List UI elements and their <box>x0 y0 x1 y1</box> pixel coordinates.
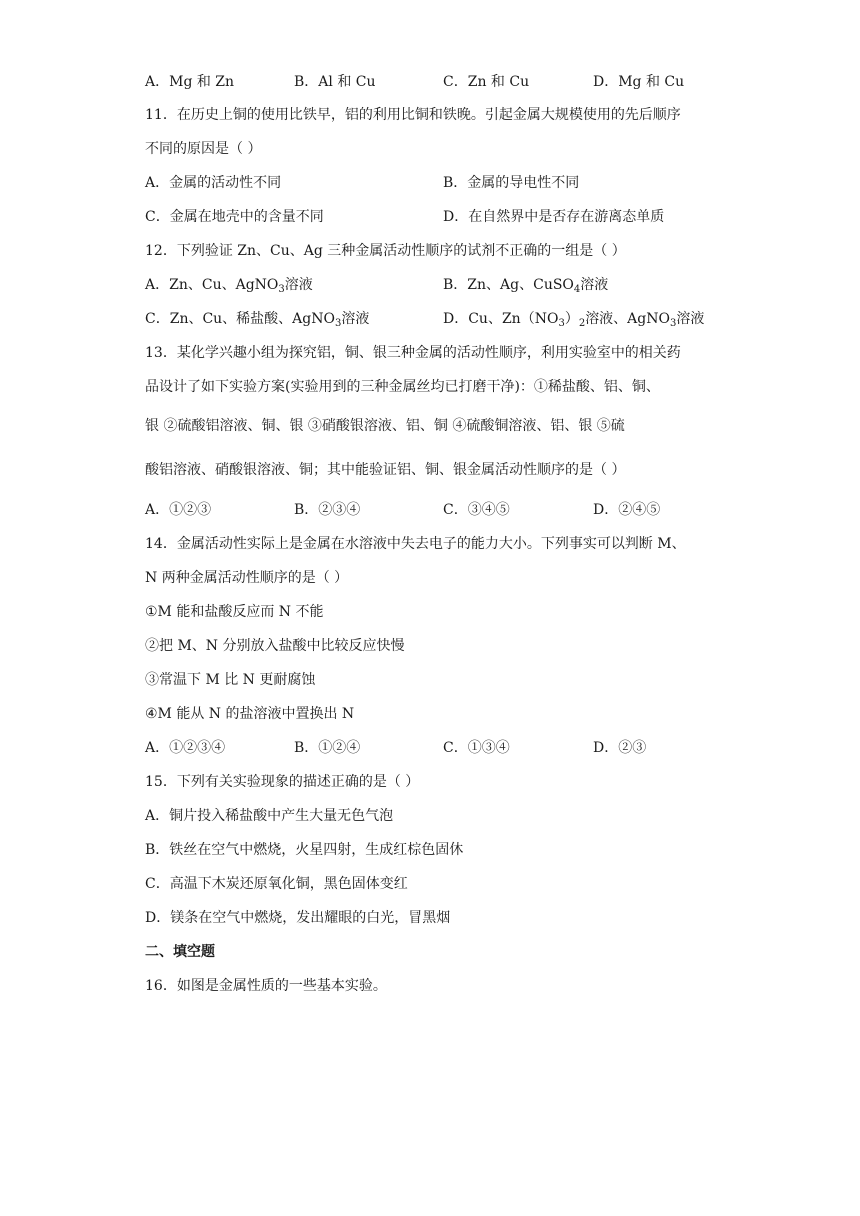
q11-option-b: B．金属的导电性不同 <box>443 175 580 191</box>
q12-stem: 12．下列验证 Zn、Cu、Ag 三种金属活动性顺序的试剂不正确的一组是（ ） <box>145 243 626 259</box>
q14-stem-line2: N 两种金属活动性顺序的是（ ） <box>145 570 349 586</box>
q14-statement-3: ③常温下 M 比 N 更耐腐蚀 <box>145 672 316 688</box>
q15-option-b: B．铁丝在空气中燃烧，火星四射，生成红棕色固休 <box>145 842 464 858</box>
q11-option-c: C．金属在地壳中的含量不同 <box>145 209 324 225</box>
q11-stem-line1: 11．在历史上铜的使用比铁早，铝的利用比铜和铁晚。引起金属大规模使用的先后顺序 <box>145 107 681 123</box>
q11-stem-line2: 不同的原因是（ ） <box>145 141 262 157</box>
q12-option-c: C．Zn、Cu、稀盐酸、AgNO$_3$溶液 <box>145 311 370 329</box>
q13-option-b: B．②③④ <box>294 502 361 518</box>
q10-option-b: B．Al 和 Cu <box>294 74 376 90</box>
q15-option-d: D．镁条在空气中燃烧，发出耀眼的白光，冒黑烟 <box>145 910 451 926</box>
q13-stem-line3: 银 ②硫酸铝溶液、铜、银 ③硝酸银溶液、铝、铜 ④硫酸铜溶液、铝、银 ⑤硫 <box>145 418 625 434</box>
q13-option-a: A．①②③ <box>145 502 212 518</box>
q16-stem: 16．如图是金属性质的一些基本实验。 <box>145 978 387 994</box>
q15-option-c: C．高温下木炭还原氧化铜，黑色固体变红 <box>145 876 408 892</box>
q15-option-a: A．铜片投入稀盐酸中产生大量无色气泡 <box>145 808 394 824</box>
q11-option-d: D．在自然界中是否存在游离态单质 <box>443 209 665 225</box>
q13-stem-line4: 酸铝溶液、硝酸银溶液、铜；其中能验证铝、铜、银金属活动性顺序的是（ ） <box>145 462 626 478</box>
q13-option-d: D．②④⑤ <box>593 502 661 518</box>
q13-stem-line1: 13．某化学兴趣小组为探究铝，铜、银三种金属的活动性顺序，利用实验室中的相关药 <box>145 345 681 361</box>
q10-option-a: A．Mg 和 Zn <box>145 74 235 90</box>
q10-option-c: C．Zn 和 Cu <box>443 74 530 90</box>
q14-option-b: B．①②④ <box>294 740 361 756</box>
q14-statement-4: ④M 能从 N 的盐溶液中置换出 N <box>145 706 355 722</box>
q11-option-a: A．金属的活动性不同 <box>145 175 282 191</box>
q13-option-c: C．③④⑤ <box>443 502 510 518</box>
section-heading: 二、填空题 <box>145 944 215 960</box>
q14-option-c: C．①③④ <box>443 740 510 756</box>
q15-stem: 15．下列有关实验现象的描述正确的是（ ） <box>145 774 420 790</box>
q14-statement-2: ②把 M、N 分别放入盐酸中比较反应快慢 <box>145 638 405 654</box>
q14-statement-1: ①M 能和盐酸反应而 N 不能 <box>145 604 324 620</box>
q12-option-d: D．Cu、$Zn(NO_3)_2$溶液、AgNO$_3$溶液 <box>443 311 705 329</box>
q10-option-d: D．Mg 和 Cu <box>593 74 685 90</box>
q12-option-a: A．Zn、Cu、AgNO$_3$溶液 <box>145 277 313 295</box>
q14-option-d: D．②③ <box>593 740 647 756</box>
q14-option-a: A．①②③④ <box>145 740 226 756</box>
q12-option-b: B．Zn、Ag、CuSO$_4$溶液 <box>443 277 609 295</box>
q13-stem-line2: 品设计了如下实验方案(实验用到的三种金属丝均已打磨干净)：①稀盐酸、铝、铜、 <box>145 379 660 395</box>
q14-stem-line1: 14．金属活动性实际上是金属在水溶液中失去电子的能力大小。下列事实可以判断 M、 <box>145 536 686 552</box>
